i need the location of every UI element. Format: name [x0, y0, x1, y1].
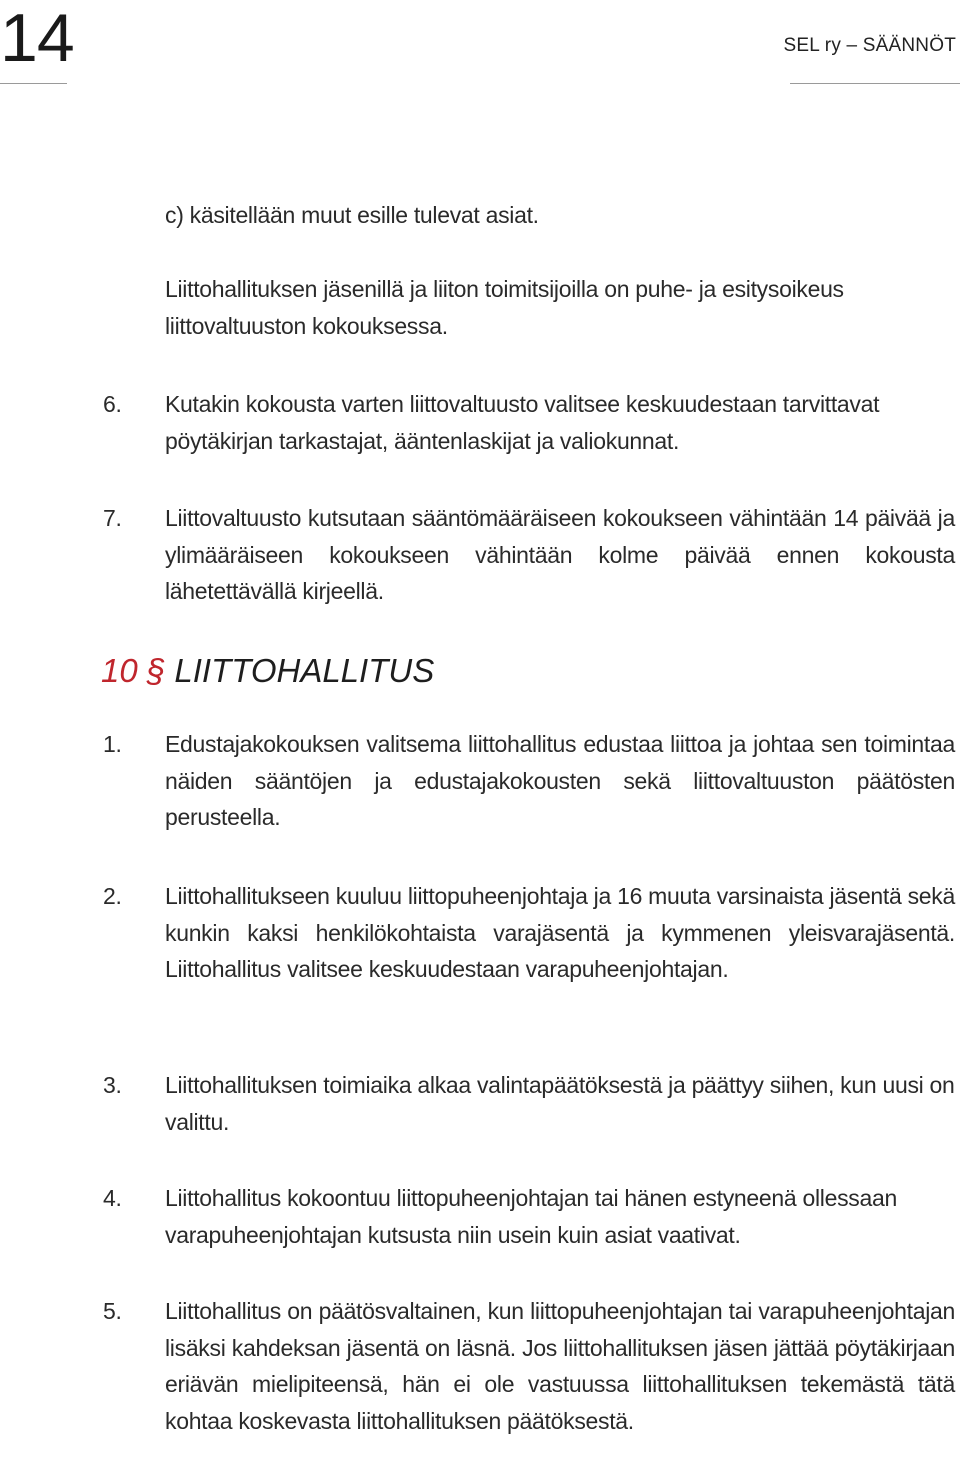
page-number-rule	[0, 83, 67, 84]
item-1-text: Edustajakokouksen valitsema liittohallitus edustaa liittoa ja johtaa sen toimintaa näiden sääntöjen ja edustajakokousten sekä liittovaltuuston päätösten perusteella.	[165, 731, 955, 830]
item-2-number: 2.	[103, 883, 122, 909]
section-heading	[101, 650, 434, 692]
item-5-text: Liittohallitus on päätösvaltainen, kun liittopuheenjohtajan tai varapuheenjohtajan lisäksi kahdeksan jäsentä on läsnä. Jos liittohallituksen jäsen jättää pöytäkirjaan eriävän mielipiteensä, hän ei ole vastuussa liittohallituksen tekemästä tätä kohtaa koskevasta liittohallituksen päätöksestä.	[165, 1298, 955, 1434]
running-title: SEL ry – SÄÄNNÖT	[783, 35, 956, 56]
item-4-number: 4.	[103, 1185, 122, 1211]
item-4-text: Liittohallitus kokoontuu liittopuheenjohtajan tai hänen estyneenä ollessaan varapuheenjohtajan kutsusta niin usein kuin asiat vaativat.	[165, 1185, 897, 1248]
item-1-number: 1.	[103, 731, 122, 757]
item-5-number: 5.	[103, 1298, 122, 1324]
item-6-number: 6.	[103, 391, 122, 417]
item-7-number: 7.	[103, 505, 122, 531]
item-2-text: Liittohallitukseen kuuluu liittopuheenjohtaja ja 16 muuta varsinaista jäsentä sekä kunkin kaksi henkilökohtaista varajäsentä ja kymmenen yleisvarajäsentä. Liittohallitus valitsee keskuudestaan varapuheenjohtajan.	[165, 883, 955, 982]
running-title-rule	[790, 83, 960, 84]
page-number: 14	[0, 0, 74, 76]
section-number: 10 §	[101, 652, 166, 689]
item-3-text: Liittohallituksen toimiaika alkaa valintapäätöksestä ja päättyy siihen, kun uusi on valittu.	[165, 1072, 955, 1135]
item-c-text: c) käsitellään muut esille tulevat asiat.	[165, 202, 539, 228]
section-title: LIITTOHALLITUS	[174, 652, 435, 689]
rights-paragraph: Liittohallituksen jäsenillä ja liiton toimitsijoilla on puhe- ja esitysoikeus liittovaltuuston kokouksessa.	[165, 276, 844, 339]
item-7-text: Liittovaltuusto kutsutaan sääntömääräiseen kokoukseen vähintään 14 päivää ja ylimääräiseen kokoukseen vähintään kolme päivää ennen kokousta lähetettävällä kirjeellä.	[165, 505, 955, 604]
item-3-number: 3.	[103, 1072, 122, 1098]
item-6-text: Kutakin kokousta varten liittovaltuusto valitsee keskuudestaan tarvittavat pöytäkirjan tarkastajat, ääntenlaskijat ja valiokunnat.	[165, 391, 880, 454]
